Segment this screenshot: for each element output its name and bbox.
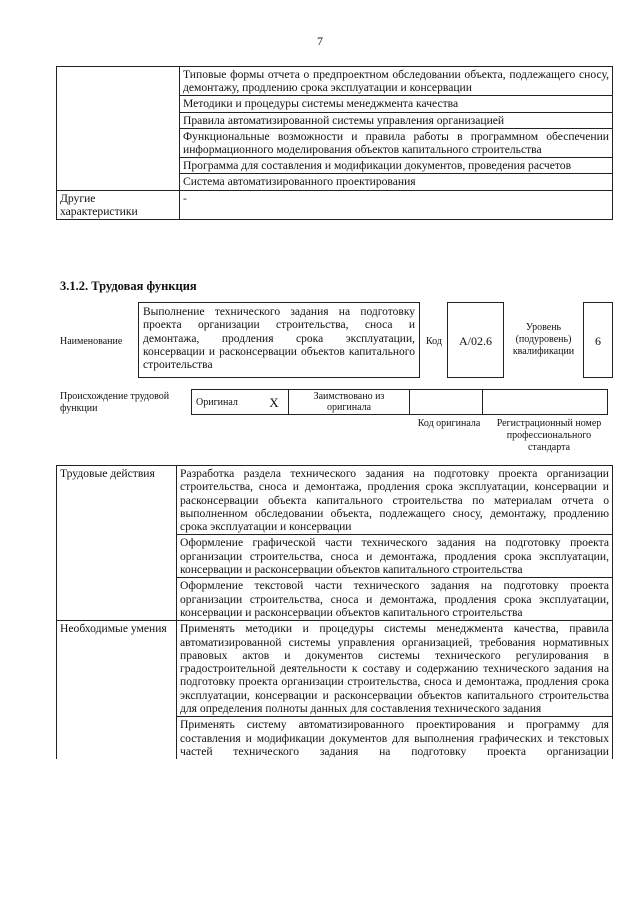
qualification-level-box: 6	[583, 302, 613, 378]
table-row	[57, 466, 613, 535]
table-cell: Программа для составления и модификации документов, проведения расчетов	[180, 158, 613, 174]
table-cell: Оформление текстовой части технического задания на подготовку проекта организации строительства, сноса и демонтажа, продления срока эксплуатации, консервации и расконсервации объектов капитального строительства	[177, 578, 613, 621]
table-row	[57, 190, 613, 219]
page-number: 7	[317, 34, 323, 48]
row-label-required-skills: Необходимые умения	[57, 621, 177, 759]
registration-number-cell	[483, 390, 608, 415]
table-row	[57, 621, 613, 717]
table-cell: Применять систему автоматизированного проектирования и программу для составления и модификации документов для выполнения графических и текстовых частей технического задания на подготовку проекта организации	[177, 717, 613, 759]
table-cell: Оформление графической части технического задания на подготовку проекта организации строительства, сноса и демонтажа, продления срока эксплуатации, консервации и расконсервации объектов капитального строительства	[177, 535, 613, 578]
origin-code-caption: Код оригинала	[417, 418, 481, 429]
original-label: Оригинал	[192, 390, 261, 415]
code-label: Код	[426, 336, 442, 347]
table-cell: Применять методики и процедуры системы менеджмента качества, правила автоматизированной системы управления организацией, требования нормативных правовых актов и документов системы технического регулирования в градостроительной деятельности к составу и содержанию технического задания на подготовку проекта организации строительства, сноса и демонтажа, продления срока эксплуатации, консервации и расконсервации объектов капитального строительства для определения полноты данных для составления технического задания	[177, 621, 613, 717]
origin-label: Происхождение трудовой функции	[60, 391, 170, 414]
knowledge-continuation-table	[56, 66, 613, 220]
table-row	[192, 390, 608, 415]
table-cell: -	[180, 190, 613, 219]
table-cell: Функциональные возможности и правила работы в программном обеспечении информационного моделирования объектов капитального строительства	[180, 128, 613, 157]
labor-function-table	[56, 465, 613, 759]
name-label: Наименование	[60, 336, 123, 347]
table-row	[57, 67, 613, 96]
table-cell: Правила автоматизированной системы управления организацией	[180, 112, 613, 128]
origin-table	[191, 389, 608, 415]
original-mark: X	[260, 390, 289, 415]
row-label-other-characteristics: Другие характеристики	[57, 190, 180, 219]
qualification-level-label: Уровень (подуровень) квалификации	[512, 322, 575, 357]
function-code-box: А/02.6	[447, 302, 504, 378]
section-heading: 3.1.2. Трудовая функция	[60, 279, 197, 293]
registration-number-caption: Регистрационный номер профессионального стандарта	[496, 418, 602, 453]
table-cell: Типовые формы отчета о предпроектном обследовании объекта, подлежащего сносу, демонтажу, продлению срока эксплуатации и консервации	[180, 67, 613, 96]
borrowed-label: Заимствовано из оригинала	[289, 390, 410, 415]
table-cell: Методики и процедуры системы менеджмента качества	[180, 96, 613, 112]
original-code-cell	[410, 390, 483, 415]
table-cell: Система автоматизированного проектирования	[180, 174, 613, 190]
row-label-empty	[57, 67, 180, 191]
function-name-box: Выполнение технического задания на подготовку проекта организации строительства, сноса и демонтажа, продления срока эксплуатации, консервации и расконсервации объектов капитального строительства	[138, 302, 420, 378]
row-label-labor-actions: Трудовые действия	[57, 466, 177, 621]
table-cell: Разработка раздела технического задания на подготовку проекта организации строительства, сноса и демонтажа, продления срока эксплуатации, консервации и расконсервации объекта капитального строительства по материалам отчета о выполненном обследовании объекта, подлежащего сносу, демонтажу, продлению срока эксплуатации и консервации	[177, 466, 613, 535]
